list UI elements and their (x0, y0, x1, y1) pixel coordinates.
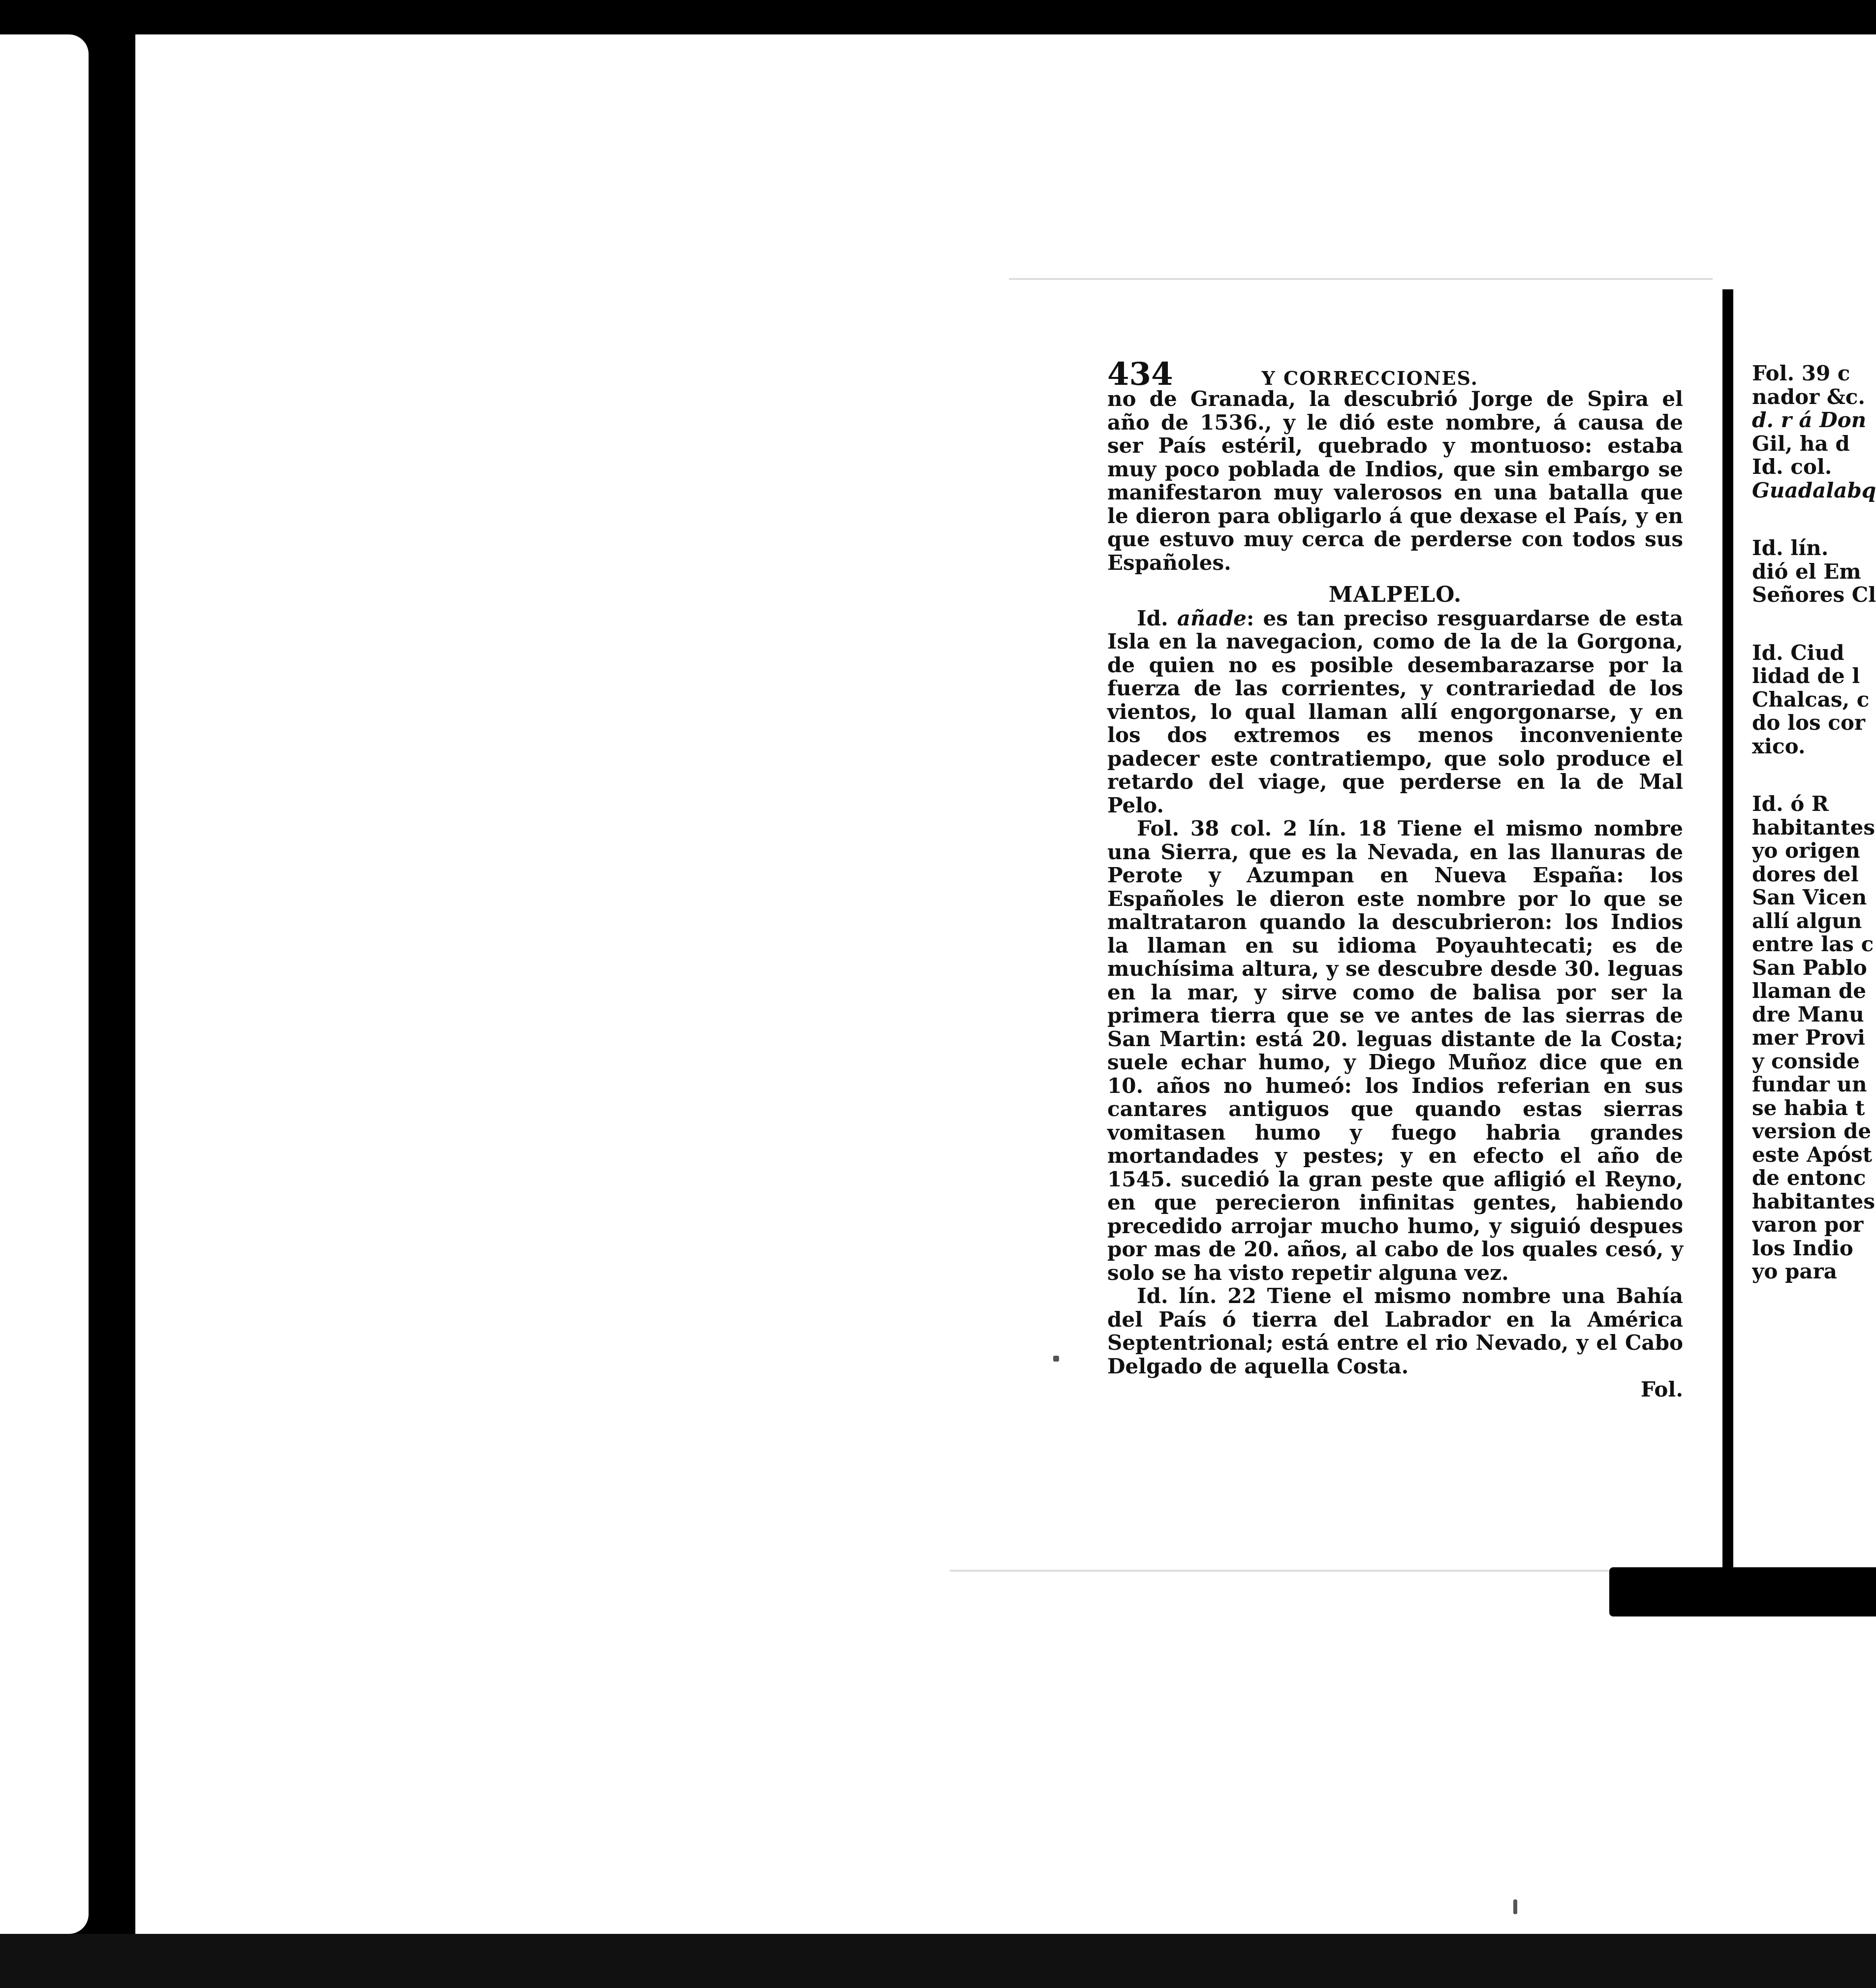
facing-page-line: habitantes (1752, 1189, 1875, 1213)
facing-page-line: version de (1752, 1119, 1872, 1143)
paragraph-lead-italic: añade (1177, 606, 1247, 630)
facing-page-line: Guadalabq (1752, 478, 1876, 502)
left-page (1107, 356, 1683, 1401)
bottom-dark-band (0, 1934, 1876, 1988)
paragraph-granada: no de Granada, la descubrió Jorge de Spira el año de 1536., y le dió este nombre, á causa de ser País estéril, quebrado y montuoso: estaba muy poco poblada de Indios, que sin embargo se manifestaron muy valerosos en una batalla que le dieron para obligarlo á que dexase el País, y en que estuvo muy cerca de perderse con todos sus Españoles. (1107, 387, 1683, 575)
facing-page-line: Id. Ciud (1752, 640, 1845, 665)
facing-page-line: xico. (1752, 734, 1806, 758)
facing-page-line: d. r á Don (1752, 408, 1867, 432)
facing-page-line: llaman de (1752, 979, 1867, 1003)
facing-page-line: allí algun (1752, 908, 1862, 933)
facing-page-line: Fol. 39 c (1752, 362, 1850, 385)
top-dark-band (0, 0, 1876, 34)
facing-page-line: habitantes (1752, 815, 1875, 839)
facing-page-line: dió el Em (1752, 559, 1861, 584)
facing-page-line: lidad de l (1752, 664, 1860, 688)
facing-page-line: mer Provi (1752, 1025, 1865, 1050)
speck (1053, 1356, 1059, 1362)
facing-page-line: Gil, ha d (1752, 431, 1850, 456)
facing-page-line: nador &c. (1752, 384, 1865, 409)
facing-page-line: San Vicen (1752, 885, 1867, 909)
facing-page-line: San Pablo (1752, 955, 1867, 980)
facing-line-gap (1752, 607, 1876, 641)
page-number: 434 (1107, 356, 1173, 393)
facing-page-line: de entonc (1752, 1166, 1866, 1190)
facing-page-line: Id. lín. (1752, 536, 1829, 560)
paragraph-text: : es tan preciso resguardarse de esta Isla en la navegacion, como de la de la Gorgona, de quien no es posible desembarazarse por la fuerza de las corrientes, y contrariedad de los vientos, lo qual llaman allí engorgonarse, y en los dos extremos es menos inconveniente padecer este contratiempo, que solo produce el retardo del viage, que perderse en la de Mal Pelo. (1107, 606, 1683, 817)
faint-page-edge-bottom (950, 1570, 1609, 1572)
gutter-rule (1722, 289, 1733, 1596)
faint-page-edge (1009, 278, 1713, 280)
facing-page-fragment (1752, 362, 1876, 1283)
facing-page-line: varon por (1752, 1212, 1864, 1237)
running-head (1107, 356, 1683, 393)
facing-page-line: entre las c (1752, 932, 1874, 956)
facing-page-line: y conside (1752, 1049, 1860, 1073)
speck (1513, 1899, 1517, 1914)
facing-page-line: dores del (1752, 862, 1859, 886)
paragraph-malpelo (1107, 607, 1683, 817)
paragraph-bahia: Id. lín. 22 Tiene el mismo nombre una Bahía del País ó tierra del Labrador en la América Septentrional; está entre el rio Nevado, y el Cabo Delgado de aquella Costa. (1107, 1284, 1683, 1378)
facing-page-line: los Indio (1752, 1236, 1853, 1260)
facing-page-line: este Apóst (1752, 1142, 1873, 1167)
facing-page-line: fundar un (1752, 1072, 1867, 1096)
facing-page-line: yo para (1752, 1259, 1837, 1283)
facing-page-line: Id. ó R (1752, 792, 1829, 816)
facing-page-line: Chalcas, c (1752, 687, 1870, 712)
facing-page-line: Id. col. (1752, 455, 1832, 479)
facing-page-line: do los cor (1752, 711, 1865, 735)
facing-line-gap (1752, 502, 1876, 536)
paragraph-lead: Id. (1137, 606, 1168, 630)
facing-page-line: yo origen (1752, 839, 1860, 863)
catchword: Fol. (1640, 1377, 1683, 1401)
facing-line-gap (1752, 758, 1876, 792)
dark-tab (1609, 1567, 1876, 1616)
section-title: MALPELO. (1328, 582, 1462, 607)
facing-page-line: se habia t (1752, 1095, 1865, 1120)
facing-page-line: dre Manu (1752, 1002, 1864, 1026)
paragraph-sierra-nevada: Fol. 38 col. 2 lín. 18 Tiene el mismo nombre una Sierra, que es la Nevada, en las llanuras de Perote y Azumpan en Nueva España: los Españoles le dieron este nombre por lo que se maltrataron quando la descubrieron: los Indios la llaman en su idioma Poyauhtecati; es de muchísima altura, y se descubre desde 30. leguas en la mar, y sirve como de balisa por ser la primera tierra que se ve antes de las sierras de San Martin: está 20. leguas distante de la Costa; suele echar humo, y Diego Muñoz dice que en 10. años no humeó: los Indios referian en sus cantares antiguos que quando estas sierras vomitasen humo y fuego habria grandes mortandades y pestes; y en efecto el año de 1545. sucedió la gran peste que afligió el Reyno, en que perecieron infinitas gentes, habiendo precedido arrojar mucho humo, y siguió despues por mas de 20. años, al cabo de los quales cesó, y solo se ha visto repetir alguna vez. (1107, 816, 1683, 1285)
running-title: Y CORRECCIONES. (1261, 367, 1478, 389)
left-page-edge (0, 34, 89, 1934)
facing-page-line: Señores Cl (1752, 583, 1876, 607)
